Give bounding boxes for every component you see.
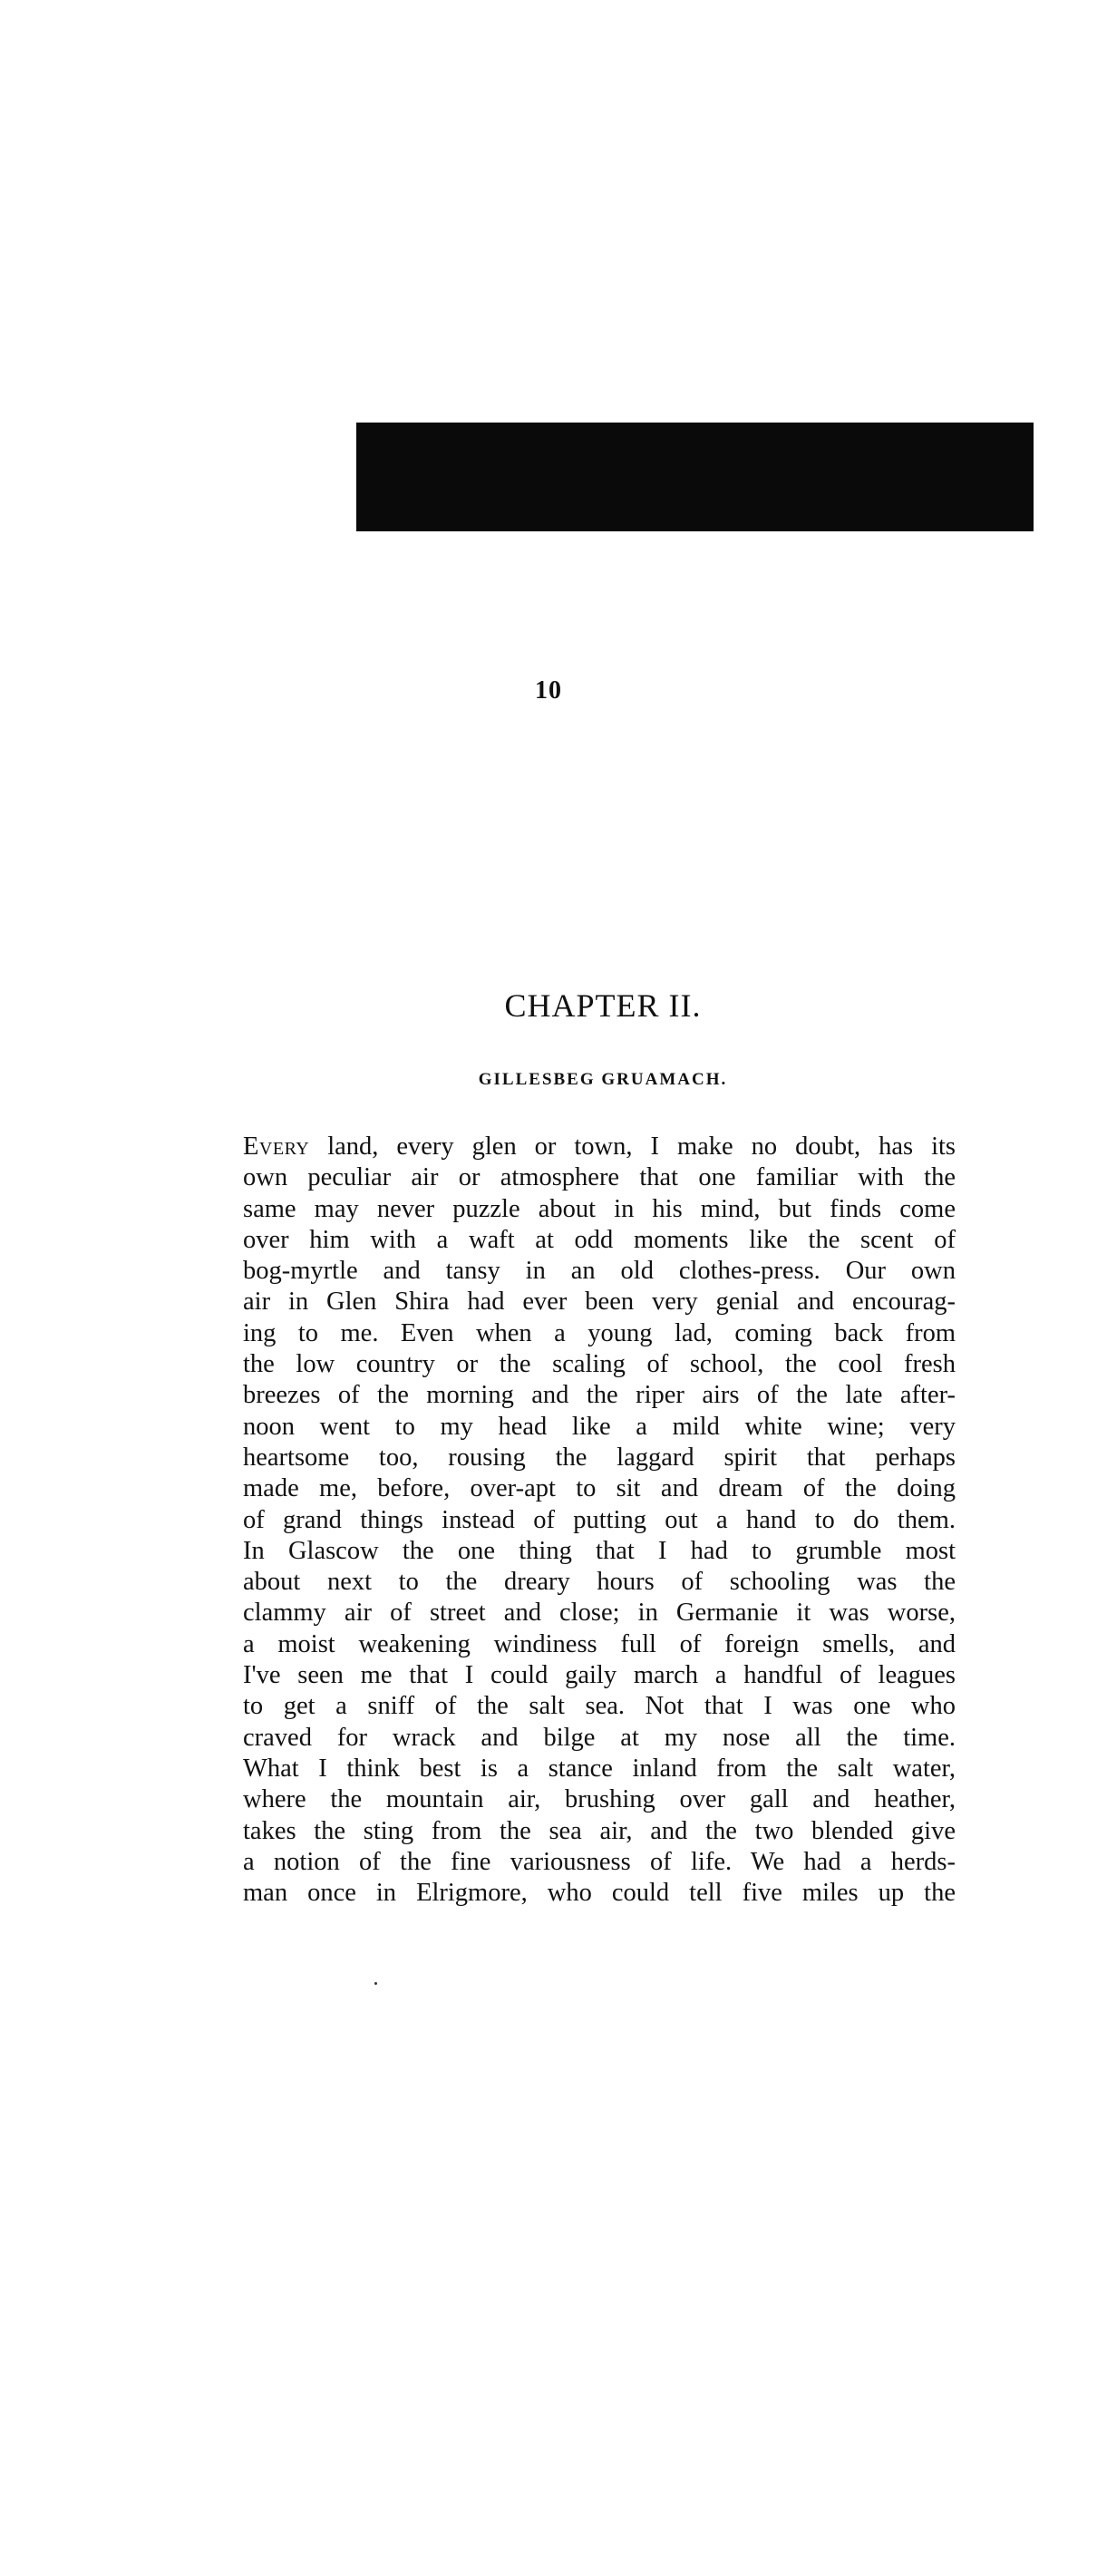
chapter-title: CHAPTER II. xyxy=(504,987,702,1024)
text-line: over him with a waft at odd moments like the scent of xyxy=(243,1225,956,1254)
text-line: to get a sniff of the salt sea. Not that I was one who xyxy=(243,1692,956,1721)
text-line: heartsome too, rousing the laggard spirit that perhaps xyxy=(243,1443,956,1472)
text-line: air in Glen Shira had ever been very genial and encourag- xyxy=(243,1288,956,1317)
text-line: breezes of the morning and the riper airs of the late after- xyxy=(243,1381,956,1410)
text-line: of grand things instead of putting out a hand to do them. xyxy=(243,1505,956,1534)
text-line: noon went to my head like a mild white wine; very xyxy=(243,1412,956,1441)
body-text xyxy=(243,1132,956,1909)
page-number: 10 xyxy=(535,676,562,705)
text-line: the low country or the scaling of school, the cool fresh xyxy=(243,1350,956,1379)
text-line: What I think best is a stance inland from the salt water, xyxy=(243,1754,956,1783)
text-line: a notion of the fine variousness of life. We had a herds- xyxy=(243,1847,956,1876)
opening-word: Every xyxy=(243,1132,310,1161)
text-line: takes the sting from the sea air, and the two blended give xyxy=(243,1816,956,1845)
text-line: In Glascow the one thing that I had to grumble most xyxy=(243,1536,956,1565)
text-line: ing to me. Even when a young lad, coming back from xyxy=(243,1318,956,1347)
text-line: a moist weakening windiness full of foreign smells, and xyxy=(243,1629,956,1658)
text-line: where the mountain air, brushing over gall and heather, xyxy=(243,1785,956,1814)
text-line: same may never puzzle about in his mind, but finds come xyxy=(243,1194,956,1223)
text-line: own peculiar air or atmosphere that one familiar with the xyxy=(243,1163,956,1192)
text-line: Every land, every glen or town, I make no doubt, has its xyxy=(243,1132,956,1161)
text-line: about next to the dreary hours of schooling was the xyxy=(243,1568,956,1597)
text-line: craved for wrack and bilge at my nose all the time. xyxy=(243,1723,956,1752)
text-line: clammy air of street and close; in Germanie it was worse, xyxy=(243,1599,956,1628)
chapter-subtitle: GILLESBEG GRUAMACH. xyxy=(478,1070,728,1089)
text-line: I've seen me that I could gaily march a handful of leagues xyxy=(243,1661,956,1690)
ink-speck xyxy=(374,1982,377,1985)
text-line: man once in Elrigmore, who could tell five miles up the xyxy=(243,1879,956,1908)
redaction-bar xyxy=(356,423,1034,531)
text-line: made me, before, over-apt to sit and dream of the doing xyxy=(243,1474,956,1503)
text-line: bog-myrtle and tansy in an old clothes-press. Our own xyxy=(243,1257,956,1286)
